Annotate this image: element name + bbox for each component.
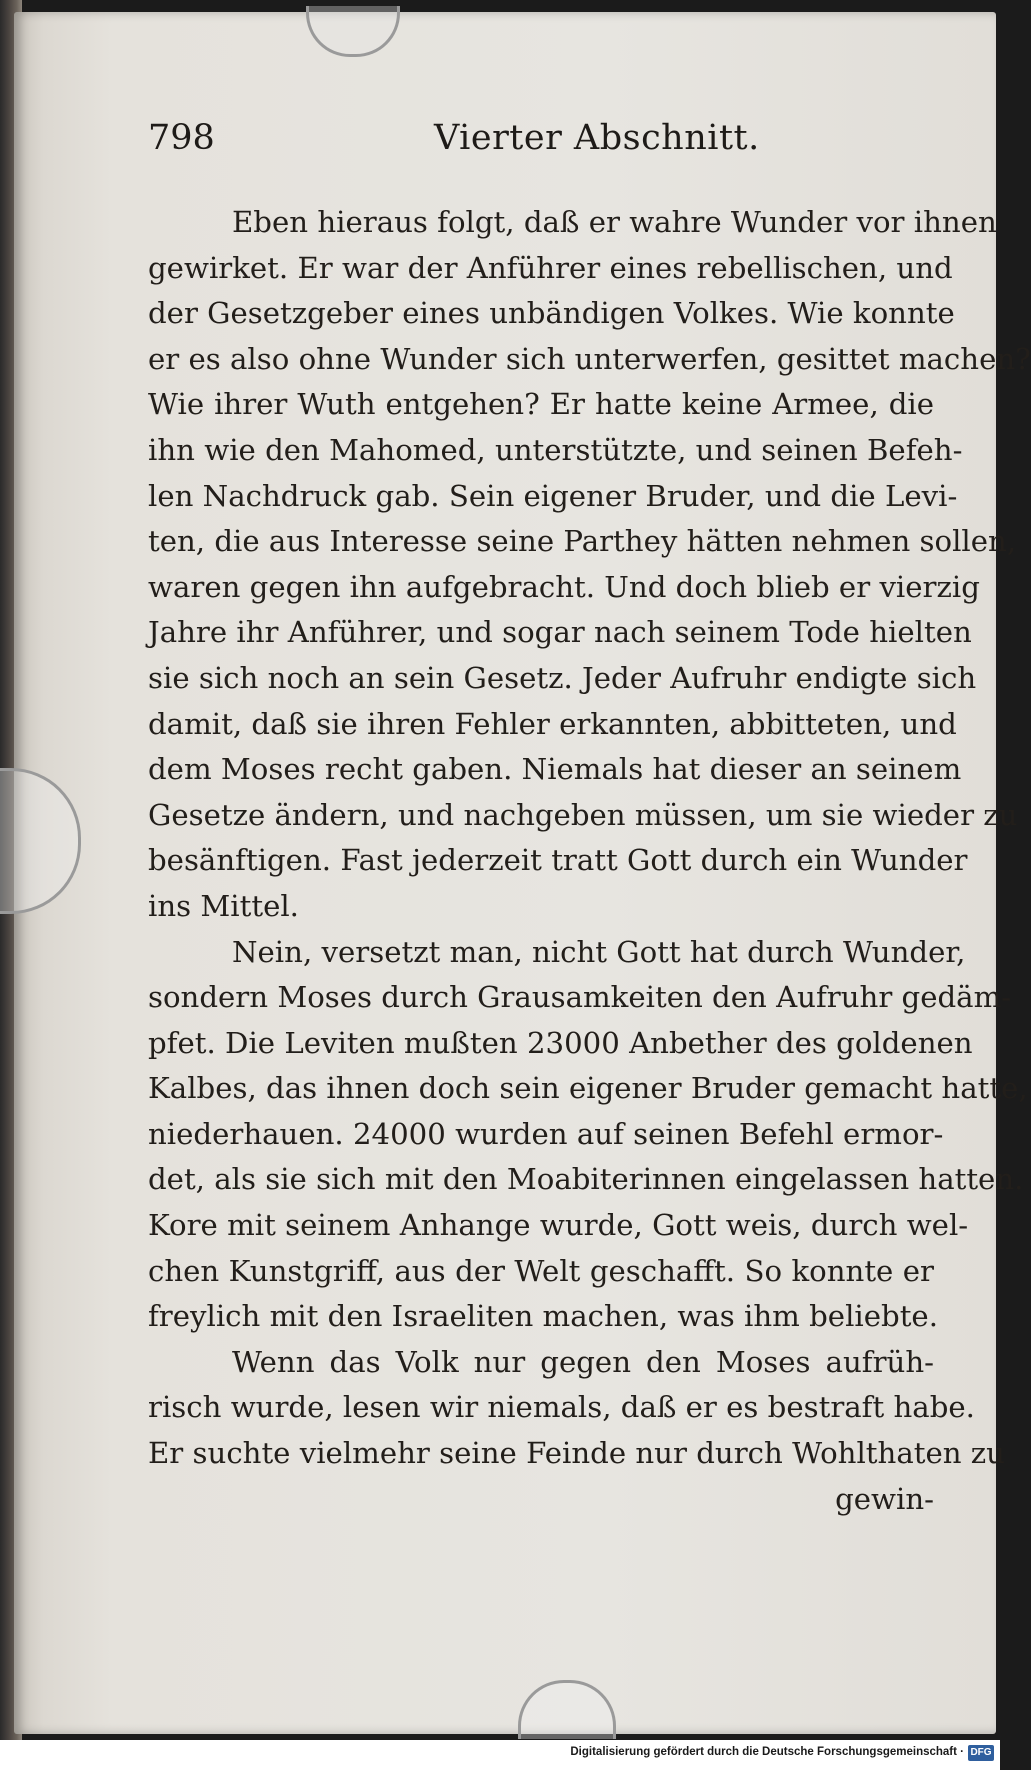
- text-line: Eben hieraus folgt, daß er wahre Wunder vor ihnen: [232, 205, 997, 239]
- text-line: ten, die aus Interesse seine Parthey hätten nehmen sollen,: [148, 524, 1017, 559]
- text-line: Wenn das Volk nur gegen den Moses aufrüh-: [232, 1344, 934, 1379]
- footer-bar: [0, 1740, 1000, 1770]
- text-line: Wie ihrer Wuth entgehen? Er hatte keine Armee, die: [148, 387, 934, 422]
- text-line: sondern Moses durch Grausamkeiten den Aufruhr gedäm-: [148, 980, 1012, 1015]
- text-line: ihn wie den Mahomed, unterstützte, und seinen Befeh-: [148, 432, 963, 467]
- text-line: pfet. Die Leviten mußten 23000 Anbether des goldenen: [148, 1025, 973, 1060]
- page-header: [148, 118, 938, 178]
- text-line: niederhauen. 24000 wurden auf seinen Befehl ermor-: [148, 1116, 944, 1151]
- text-line: chen Kunstgriff, aus der Welt geschafft. So konnte er: [148, 1253, 934, 1288]
- text-line: freylich mit den Israeliten machen, was ihm beliebte.: [148, 1299, 938, 1334]
- running-title: Vierter Abschnitt.: [434, 118, 760, 158]
- text-line: damit, daß sie ihren Fehler erkannten, abbitteten, und: [148, 706, 957, 741]
- text-line: Nein, versetzt man, nicht Gott hat durch Wunder,: [232, 934, 966, 969]
- dfg-logo-icon: DFG: [968, 1745, 994, 1761]
- page-clip-top: [306, 6, 400, 57]
- text-line: len Nachdruck gab. Sein eigener Bruder, und die Levi-: [148, 478, 958, 513]
- funding-credit: Digitalisierung gefördert durch die Deutsche Forschungsgemeinschaft ·: [570, 1746, 964, 1758]
- text-line: Gesetze ändern, und nachgeben müssen, um sie wieder zu: [148, 797, 1018, 832]
- text-line: sie sich noch an sein Gesetz. Jeder Aufruhr endigte sich: [148, 660, 977, 695]
- text-line: Kalbes, das ihnen doch sein eigener Bruder gemacht hatte,: [148, 1071, 1028, 1106]
- text-line: Kore mit seinem Anhange wurde, Gott weis, durch wel-: [148, 1208, 969, 1243]
- text-line: dem Moses recht gaben. Niemals hat dieser an seinem: [148, 752, 962, 787]
- text-line: gewirket. Er war der Anführer eines rebellischen, und: [148, 250, 953, 285]
- text-line: der Gesetzgeber eines unbändigen Volkes. Wie konnte: [148, 296, 955, 331]
- text-line: besänftigen. Fast jederzeit tratt Gott durch ein Wunder: [148, 843, 968, 878]
- text-line: Er suchte vielmehr seine Feinde nur durch Wohlthaten zu: [148, 1436, 1005, 1471]
- page-number: 798: [148, 118, 215, 158]
- page-clip-bottom: [518, 1680, 616, 1739]
- text-line: Jahre ihr Anführer, und sogar nach seinem Tode hielten: [148, 615, 972, 650]
- body-text: [148, 200, 1031, 1522]
- page-clip-left: [0, 768, 81, 914]
- text-line: waren gegen ihn aufgebracht. Und doch blieb er vierzig: [148, 569, 980, 604]
- catchword: gewin-: [835, 1481, 934, 1516]
- text-line: det, als sie sich mit den Moabiterinnen eingelassen hatten.: [148, 1162, 1024, 1197]
- text-line: ins Mittel.: [148, 888, 299, 923]
- text-line: er es also ohne Wunder sich unterwerfen, gesittet machen?: [148, 341, 1031, 376]
- text-line: risch wurde, lesen wir niemals, daß er es bestraft habe.: [148, 1390, 975, 1425]
